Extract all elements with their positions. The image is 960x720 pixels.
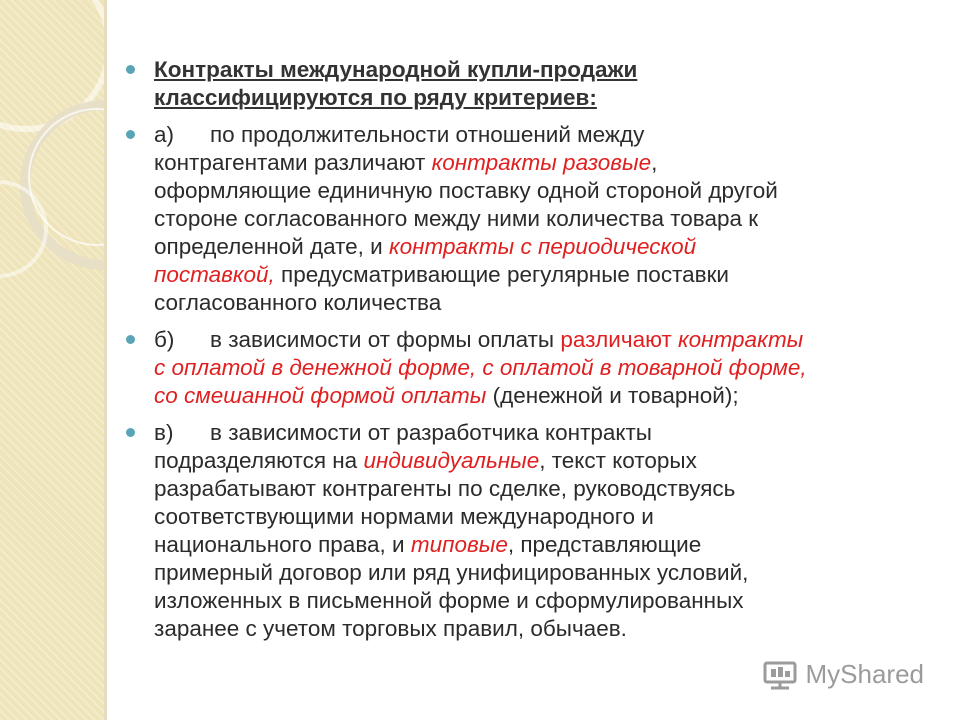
- highlight-term: различают: [560, 327, 679, 352]
- item-label: а): [154, 122, 175, 147]
- item-text: примерный договор или ряд унифицированных условий,: [154, 560, 749, 585]
- bullet-item-c: [126, 419, 936, 643]
- highlight-term: индивидуальные: [363, 448, 540, 473]
- item-label: в): [154, 420, 174, 445]
- slide-content: [126, 56, 936, 652]
- item-text: разрабатывают контрагенты по сделке, руководствуясь: [154, 476, 736, 501]
- heading-line-2: классифицируются по ряду критериев:: [154, 85, 597, 110]
- decorative-side-panel: [0, 0, 104, 720]
- heading-line-1: Контракты международной купли-продажи: [154, 57, 638, 82]
- bullet-dot-icon: [126, 130, 135, 139]
- highlight-term: типовые: [410, 532, 508, 557]
- bullet-dot-icon: [126, 428, 135, 437]
- item-text: по продолжительности отношений между: [210, 122, 645, 147]
- bullet-item-a: [126, 121, 936, 317]
- presentation-board-icon: [762, 660, 798, 690]
- item-text: ,: [651, 150, 658, 175]
- bullet-dot-icon: [126, 335, 135, 344]
- item-label: б): [154, 327, 175, 352]
- item-text: подразделяются на: [154, 448, 364, 473]
- watermark-text: MyShared: [805, 659, 924, 689]
- item-text: в зависимости от формы оплаты: [210, 327, 561, 352]
- item-text: , текст которых: [539, 448, 697, 473]
- panel-divider: [104, 0, 107, 720]
- item-text: изложенных в письменной форме и сформулированных: [154, 588, 744, 613]
- highlight-term: со смешанной формой оплаты: [154, 383, 487, 408]
- highlight-term: контракты с периодической: [389, 234, 697, 259]
- myshared-watermark: [762, 659, 925, 690]
- item-text: (денежной и товарной);: [486, 383, 739, 408]
- item-text: определенной дате, и: [154, 234, 389, 259]
- item-text: , представляющие: [507, 532, 702, 557]
- bullet-item-b: [126, 326, 936, 410]
- bullet-heading: [126, 56, 936, 112]
- item-text: в зависимости от разработчика контракты: [210, 420, 652, 445]
- item-text: стороне согласованного между ними количества товара к: [154, 206, 759, 231]
- highlight-term: контракты разовые: [431, 150, 652, 175]
- bullet-dot-icon: [126, 65, 135, 74]
- item-text: оформляющие единичную поставку одной стороной другой: [154, 178, 778, 203]
- item-text: соответствующими нормами международного и: [154, 504, 654, 529]
- item-text: предусматривающие регулярные поставки: [274, 262, 730, 287]
- highlight-term: с оплатой в денежной форме, с оплатой в товарной форме,: [154, 355, 807, 380]
- highlight-term: контракты: [678, 327, 804, 352]
- item-text: национального права, и: [154, 532, 411, 557]
- item-text: контрагентами различают: [154, 150, 432, 175]
- highlight-term: поставкой,: [154, 262, 275, 287]
- item-text: заранее с учетом торговых правил, обычаев.: [154, 616, 627, 641]
- item-text: согласованного количества: [154, 290, 442, 315]
